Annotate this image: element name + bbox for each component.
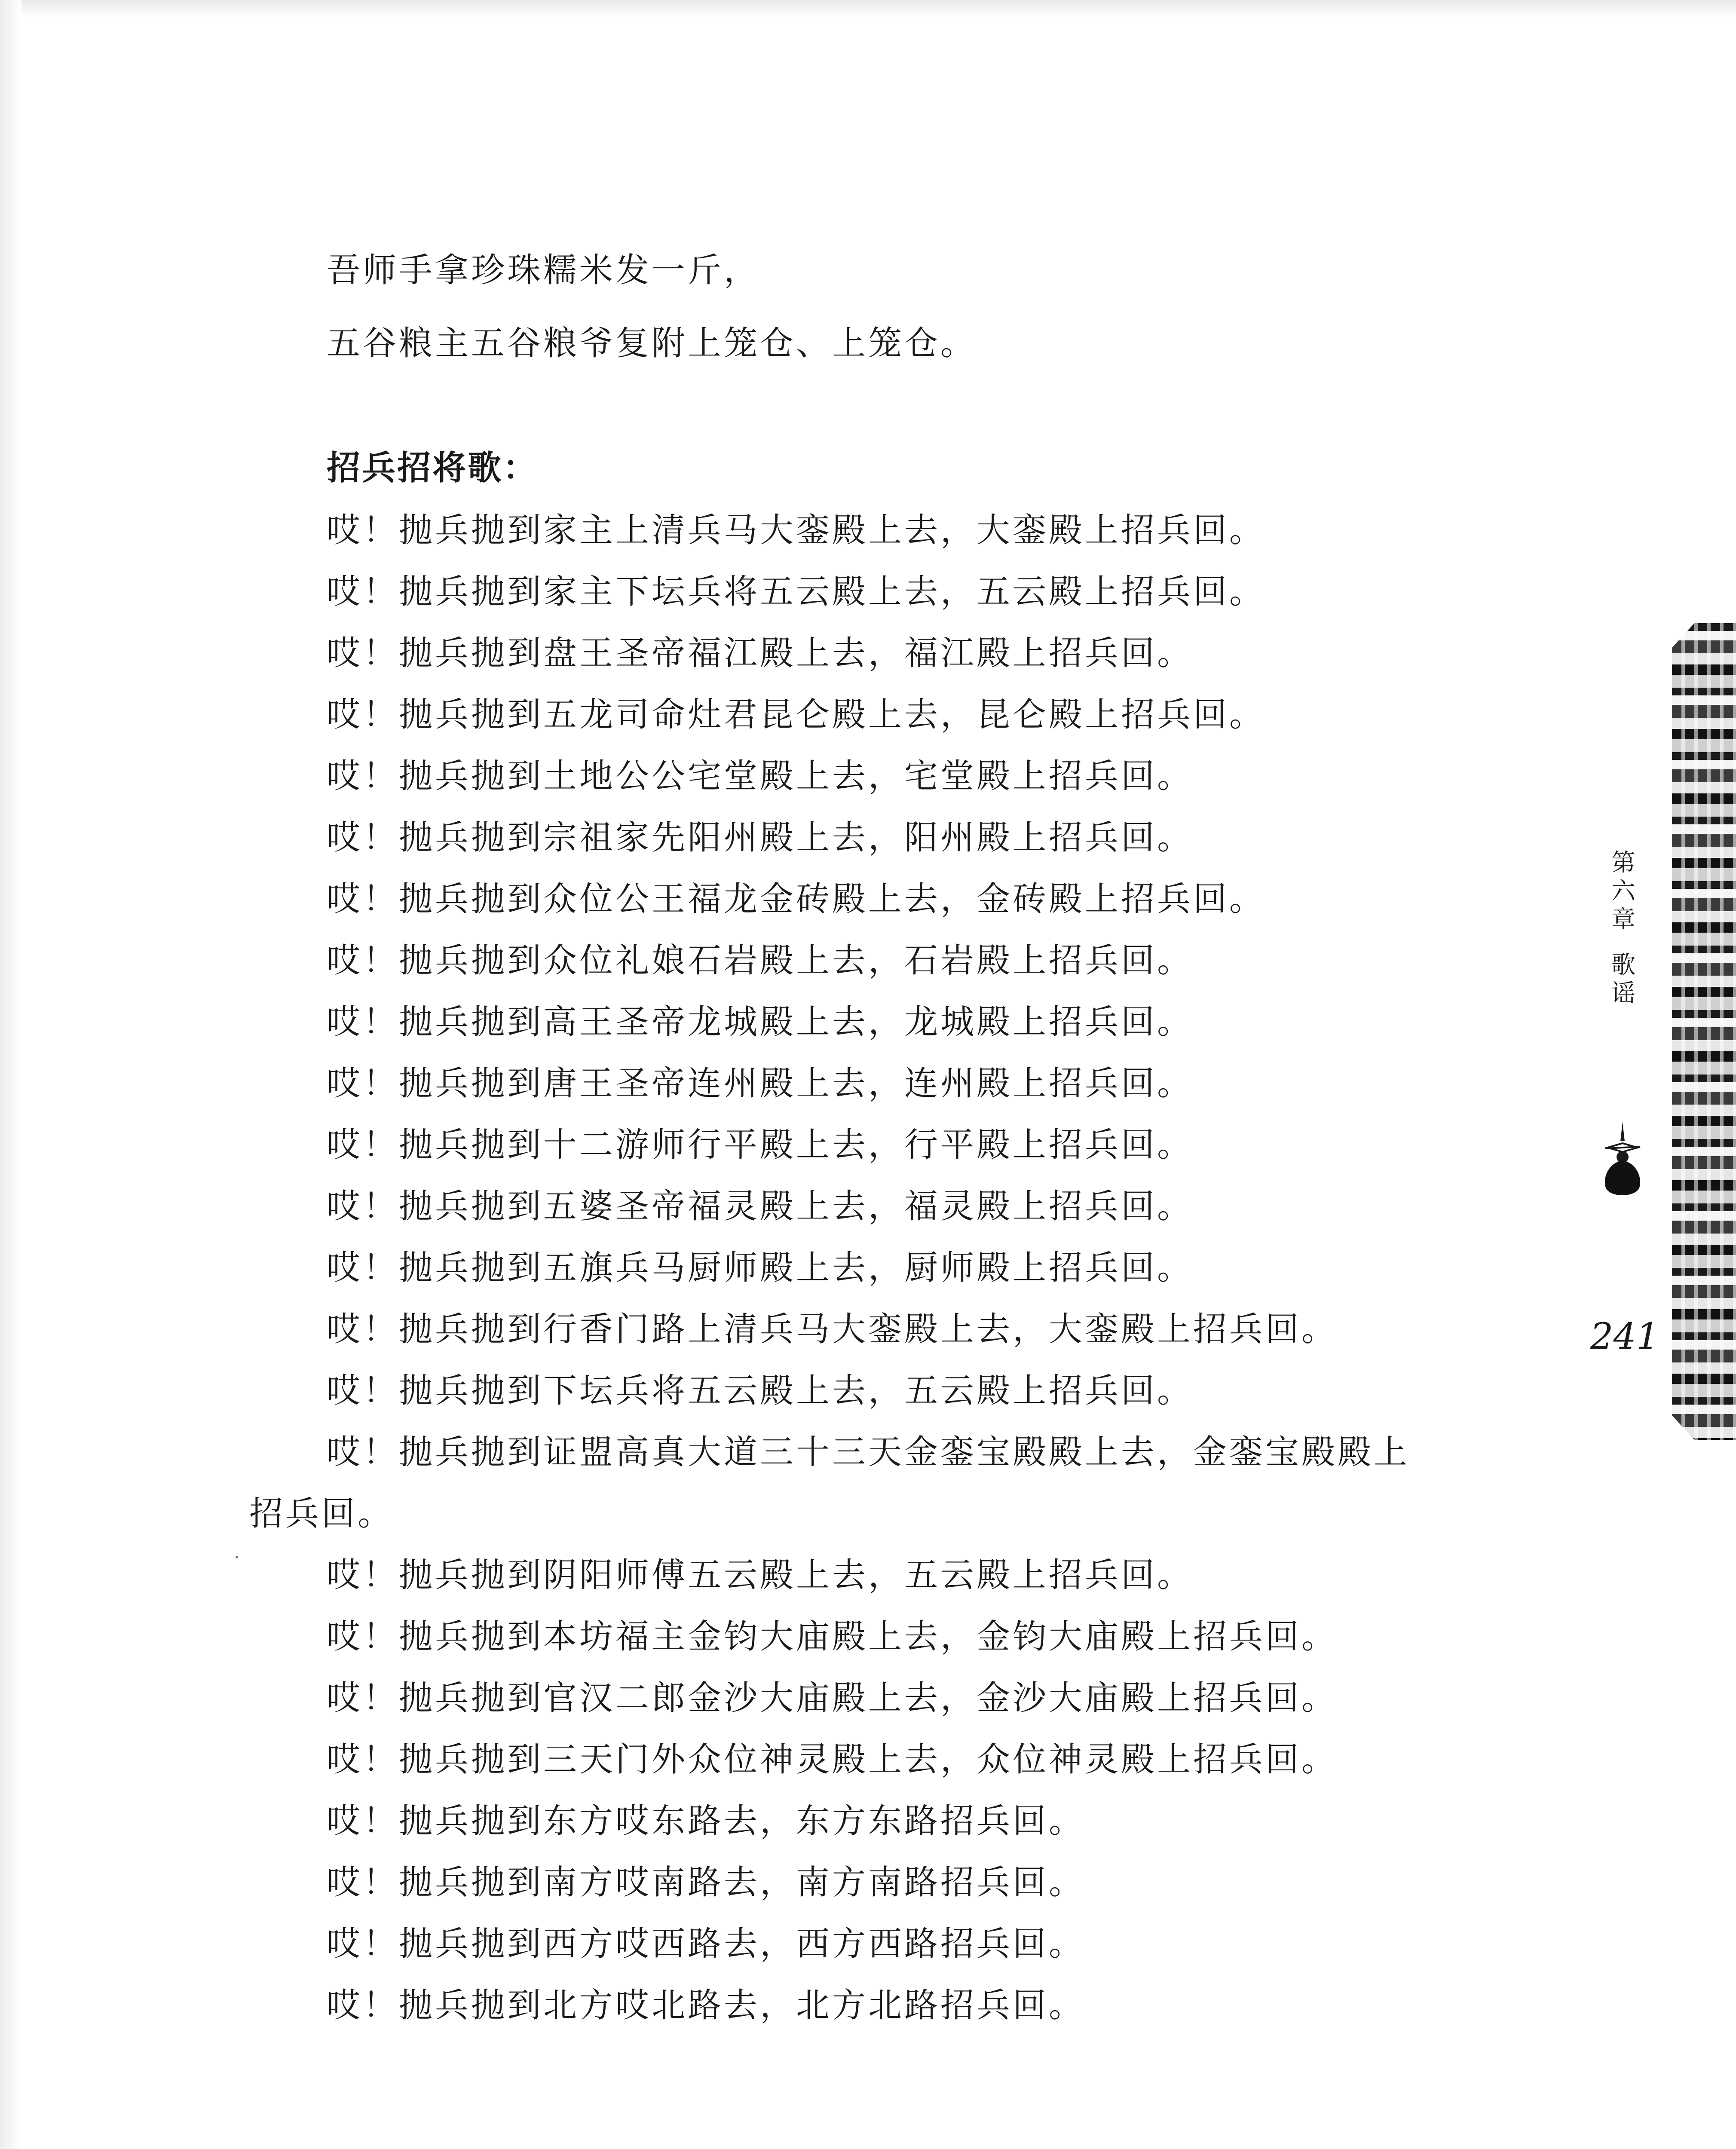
song-line: 哎！抛兵抛到下坛兵将五云殿上去，五云殿上招兵回。 — [327, 1371, 1194, 1410]
song-line: 哎！抛兵抛到南方哎南路去，南方南路招兵回。 — [327, 1863, 1085, 1902]
body-line: 吾师手拿珍珠糯米发一斤， — [327, 251, 760, 290]
song-line: 哎！抛兵抛到高王圣帝龙城殿上去，龙城殿上招兵回。 — [327, 1003, 1194, 1041]
body-line: 五谷粮主五谷粮爷复附上笼仓、上笼仓。 — [327, 324, 977, 363]
song-line: 哎！抛兵抛到证盟高真大道三十三天金銮宝殿殿上去，金銮宝殿殿上 — [327, 1433, 1410, 1472]
scan-speck — [236, 1556, 238, 1558]
song-line: 哎！抛兵抛到五龙司命灶君昆仑殿上去，昆仑殿上招兵回。 — [327, 695, 1266, 734]
section-heading: 招兵招将歌： — [327, 449, 539, 487]
decorative-border-pattern — [1672, 623, 1736, 1440]
song-line: 哎！抛兵抛到盘王圣帝福江殿上去，福江殿上招兵回。 — [327, 634, 1194, 673]
song-line: 哎！抛兵抛到本坊福主金钧大庙殿上去，金钧大庙殿上招兵回。 — [327, 1617, 1338, 1656]
chapter-char: 章 — [1611, 906, 1635, 934]
song-line: 哎！抛兵抛到西方哎西路去，西方西路招兵回。 — [327, 1925, 1085, 1963]
song-line: 哎！抛兵抛到官汉二郎金沙大庙殿上去，金沙大庙殿上招兵回。 — [327, 1679, 1338, 1717]
song-line: 哎！抛兵抛到三天门外众位神灵殿上去，众位神灵殿上招兵回。 — [327, 1740, 1338, 1779]
song-line: 哎！抛兵抛到宗祖家先阳州殿上去，阳州殿上招兵回。 — [327, 818, 1194, 857]
chapter-char: 六 — [1611, 877, 1635, 905]
chapter-gap — [1608, 934, 1638, 951]
song-line: 哎！抛兵抛到家主下坛兵将五云殿上去，五云殿上招兵回。 — [327, 572, 1266, 611]
song-line: 哎！抛兵抛到众位礼娘石岩殿上去，石岩殿上招兵回。 — [327, 941, 1194, 980]
scan-edge-top — [0, 0, 1736, 17]
song-line: 哎！抛兵抛到五婆圣帝福灵殿上去，福灵殿上招兵回。 — [327, 1187, 1194, 1226]
page-number: 241 — [1590, 1315, 1659, 1357]
song-line: 哎！抛兵抛到阴阳师傅五云殿上去，五云殿上招兵回。 — [327, 1556, 1194, 1595]
scan-edge-left — [0, 0, 21, 2149]
chapter-label — [1608, 849, 1638, 1008]
song-line: 哎！抛兵抛到北方哎北路去，北方北路招兵回。 — [327, 1986, 1085, 2025]
chapter-char: 第 — [1611, 849, 1635, 877]
song-line-continuation: 招兵回。 — [249, 1494, 394, 1533]
chapter-title-char: 谣 — [1611, 980, 1635, 1007]
chapter-title-char: 歌 — [1611, 951, 1635, 979]
song-line: 哎！抛兵抛到唐王圣帝连州殿上去，连州殿上招兵回。 — [327, 1064, 1194, 1103]
song-line: 哎！抛兵抛到五旗兵马厨师殿上去，厨师殿上招兵回。 — [327, 1249, 1194, 1287]
song-line: 哎！抛兵抛到家主上清兵马大銮殿上去，大銮殿上招兵回。 — [327, 511, 1266, 550]
song-line: 哎！抛兵抛到土地公公宅堂殿上去，宅堂殿上招兵回。 — [327, 757, 1194, 796]
gourd-ornament-icon — [1590, 1117, 1655, 1203]
song-line: 哎！抛兵抛到众位公王福龙金砖殿上去，金砖殿上招兵回。 — [327, 880, 1266, 918]
song-line: 哎！抛兵抛到行香门路上清兵马大銮殿上去，大銮殿上招兵回。 — [327, 1310, 1338, 1349]
song-line: 哎！抛兵抛到十二游师行平殿上去，行平殿上招兵回。 — [327, 1126, 1194, 1164]
song-line: 哎！抛兵抛到东方哎东路去，东方东路招兵回。 — [327, 1802, 1085, 1840]
